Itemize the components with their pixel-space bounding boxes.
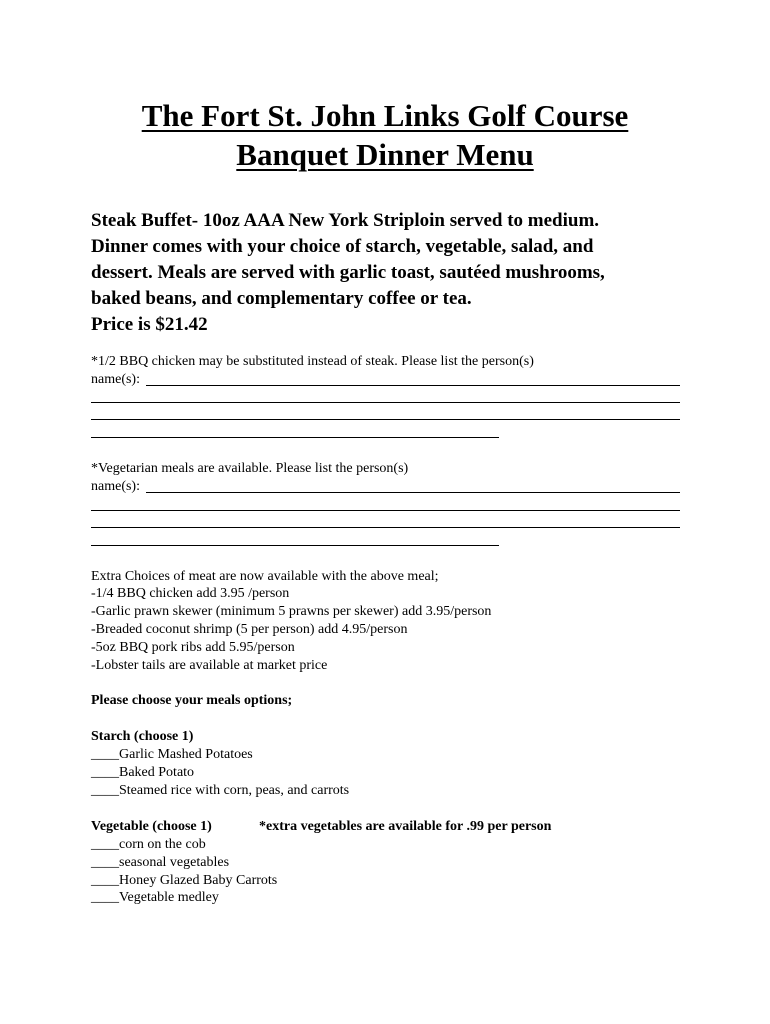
vegetarian-names-line[interactable]	[91, 545, 499, 546]
vegetarian-names-label: name(s):	[91, 479, 140, 494]
extras-item: -1/4 BBQ chicken add 3.95 /person	[91, 586, 290, 601]
vegetable-option[interactable]: ____Vegetable medley	[91, 890, 219, 905]
starch-heading: Starch (choose 1)	[91, 729, 194, 744]
vegetable-heading: Vegetable (choose 1)	[91, 819, 212, 834]
vegetable-option[interactable]: ____Honey Glazed Baby Carrots	[91, 873, 278, 888]
bbq-names-line[interactable]	[91, 437, 499, 438]
page-subtitle: Banquet Dinner Menu	[236, 137, 534, 172]
bbq-names-label: name(s):	[91, 372, 140, 387]
starch-option[interactable]: ____Garlic Mashed Potatoes	[91, 747, 253, 762]
extras-item: -Breaded coconut shrimp (5 per person) add 4.95/person	[91, 622, 408, 637]
bbq-substitution-note: *1/2 BBQ chicken may be substituted instead of steak. Please list the person(s)	[91, 354, 534, 369]
intro-line: Dinner comes with your choice of starch, vegetable, salad, and	[91, 236, 594, 257]
extras-item: -Lobster tails are available at market price	[91, 658, 328, 673]
intro-line: dessert. Meals are served with garlic toast, sautéed mushrooms,	[91, 262, 605, 283]
price-text: Price is $21.42	[91, 314, 208, 335]
vegetable-option[interactable]: ____seasonal vegetables	[91, 855, 230, 870]
extra-vegetables-note: *extra vegetables are available for .99 per person	[259, 819, 552, 834]
vegetarian-names-line[interactable]	[91, 527, 680, 528]
extras-item: -5oz BBQ pork ribs add 5.95/person	[91, 640, 295, 655]
vegetarian-names-field[interactable]	[146, 492, 680, 493]
bbq-names-line[interactable]	[91, 402, 680, 403]
steak-buffet-description	[91, 208, 691, 338]
vegetable-option[interactable]: ____corn on the cob	[91, 837, 206, 852]
bbq-names-field[interactable]	[146, 385, 680, 386]
vegetarian-names-line[interactable]	[91, 510, 680, 511]
starch-option[interactable]: ____Steamed rice with corn, peas, and carrots	[91, 783, 350, 798]
options-heading: Please choose your meals options;	[91, 693, 293, 708]
intro-line: Steak Buffet- 10oz AAA New York Striploin served to medium.	[91, 210, 600, 231]
extras-heading: Extra Choices of meat are now available with the above meal;	[91, 569, 439, 584]
extras-item: -Garlic prawn skewer (minimum 5 prawns per skewer) add 3.95/person	[91, 604, 492, 619]
bbq-names-line[interactable]	[91, 419, 680, 420]
intro-line: baked beans, and complementary coffee or tea.	[91, 288, 472, 309]
page-title: The Fort St. John Links Golf Course	[141, 98, 629, 133]
vegetarian-note: *Vegetarian meals are available. Please list the person(s)	[91, 461, 409, 476]
starch-option[interactable]: ____Baked Potato	[91, 765, 195, 780]
